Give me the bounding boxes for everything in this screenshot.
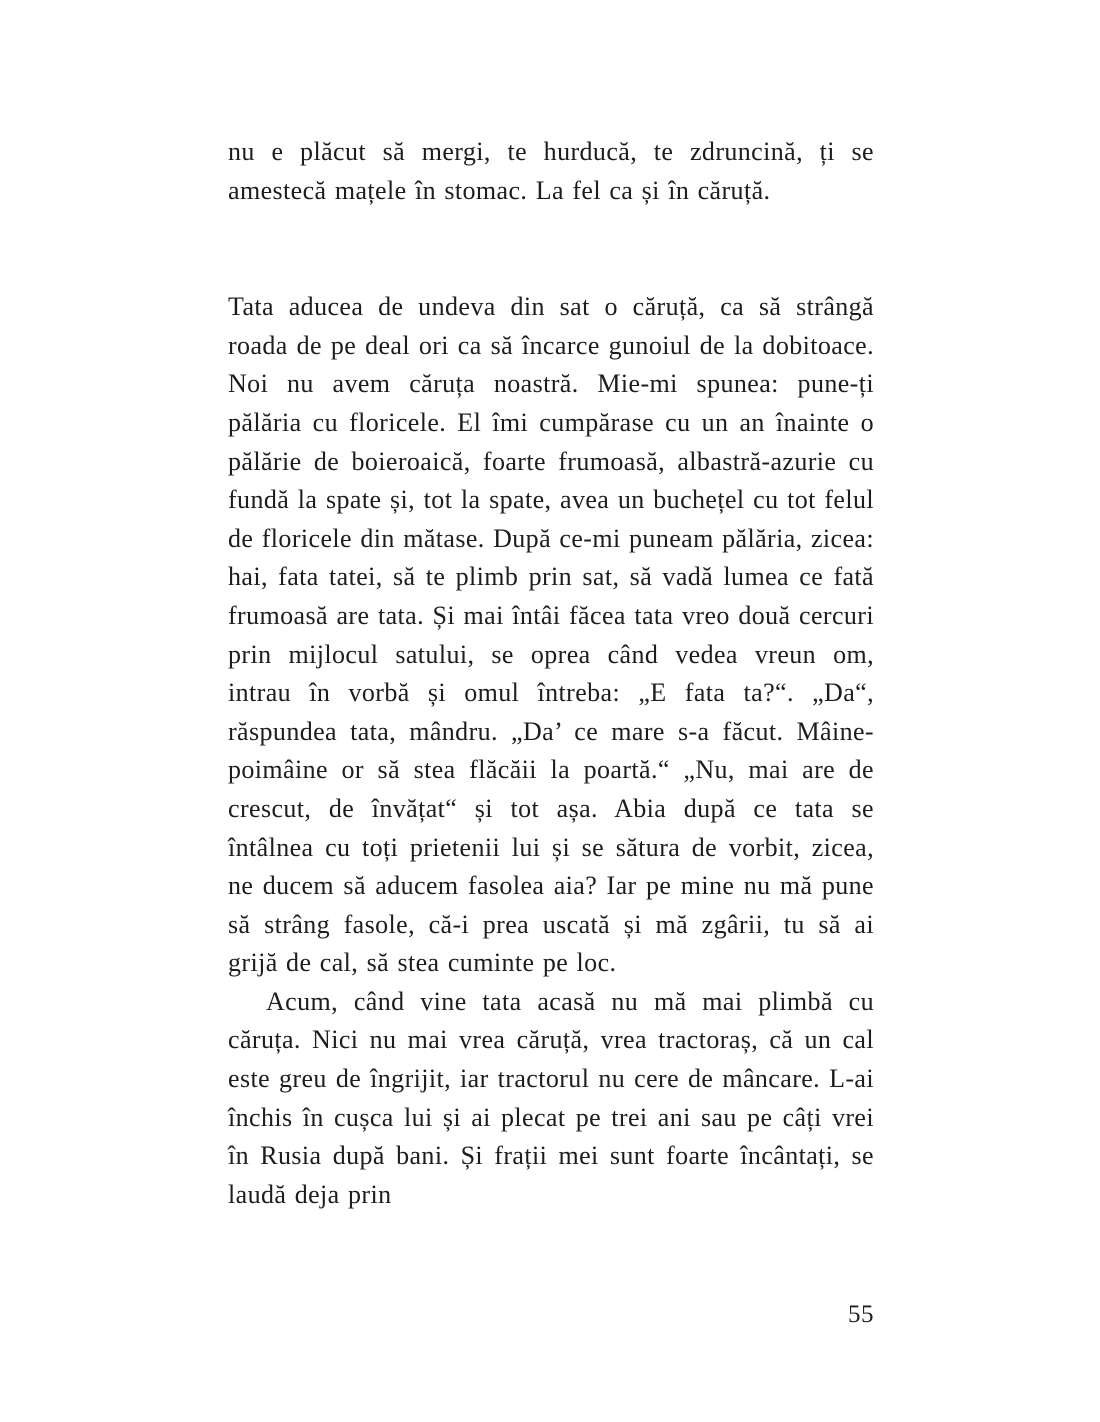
page-number: 55 xyxy=(848,1301,874,1328)
paragraph-indented: Acum, când vine tata acasă nu mă mai plimbă cu căruța. Nici nu mai vrea căruță, vrea tractoraș, că un cal este greu de îngrijit, iar tractorul nu cere de mâncare. L-ai închis în cușca lui și ai plecat pe trei ani sau pe câți vrei în Rusia după bani. Și frații mei sunt foarte încântați, se laudă deja prin xyxy=(228,986,874,1209)
paragraph-continuation: nu e plăcut să mergi, te hurducă, te zdruncină, ți se amestecă mațele în stomac. La fel ca și în căruță. xyxy=(228,137,874,205)
text-block xyxy=(228,133,874,1214)
paragraph-section-start: Tata aducea de undeva din sat o căruță, ca să strângă roada de pe deal ori ca să încarce gunoiul de la dobitoace. Noi nu avem căruța noastră. Mie-mi spunea: pune-ți pălăria cu floricele. El îmi cumpărase cu un an înainte o pălărie de boieroaică, foarte frumoasă, albastră-azurie cu fundă la spate și, tot la spate, avea un buchețel cu tot felul de floricele din mătase. După ce-mi puneam pălăria, zicea: hai, fata tatei, să te plimb prin sat, să vadă lumea ce fată frumoasă are tata. Și mai întâi făcea tata vreo două cercuri prin mijlocul satului, se oprea când vedea vreun om, intrau în vorbă și omul întreba: „E fata ta?“. „Da“, răspundea tata, mândru. „Da’ ce mare s-a făcut. Mâine-poimâine or să stea flăcăii la poartă.“ „Nu, mai are de crescut, de învățat“ și tot așa. Abia după ce tata se întâlnea cu toți prietenii lui și se sătura de vorbit, zicea, ne ducem să aducem fasolea aia? Iar pe mine nu mă pune să strâng fasole, că-i prea uscată și mă zgârii, tu să ai grijă de cal, să stea cuminte pe loc. xyxy=(228,292,874,978)
